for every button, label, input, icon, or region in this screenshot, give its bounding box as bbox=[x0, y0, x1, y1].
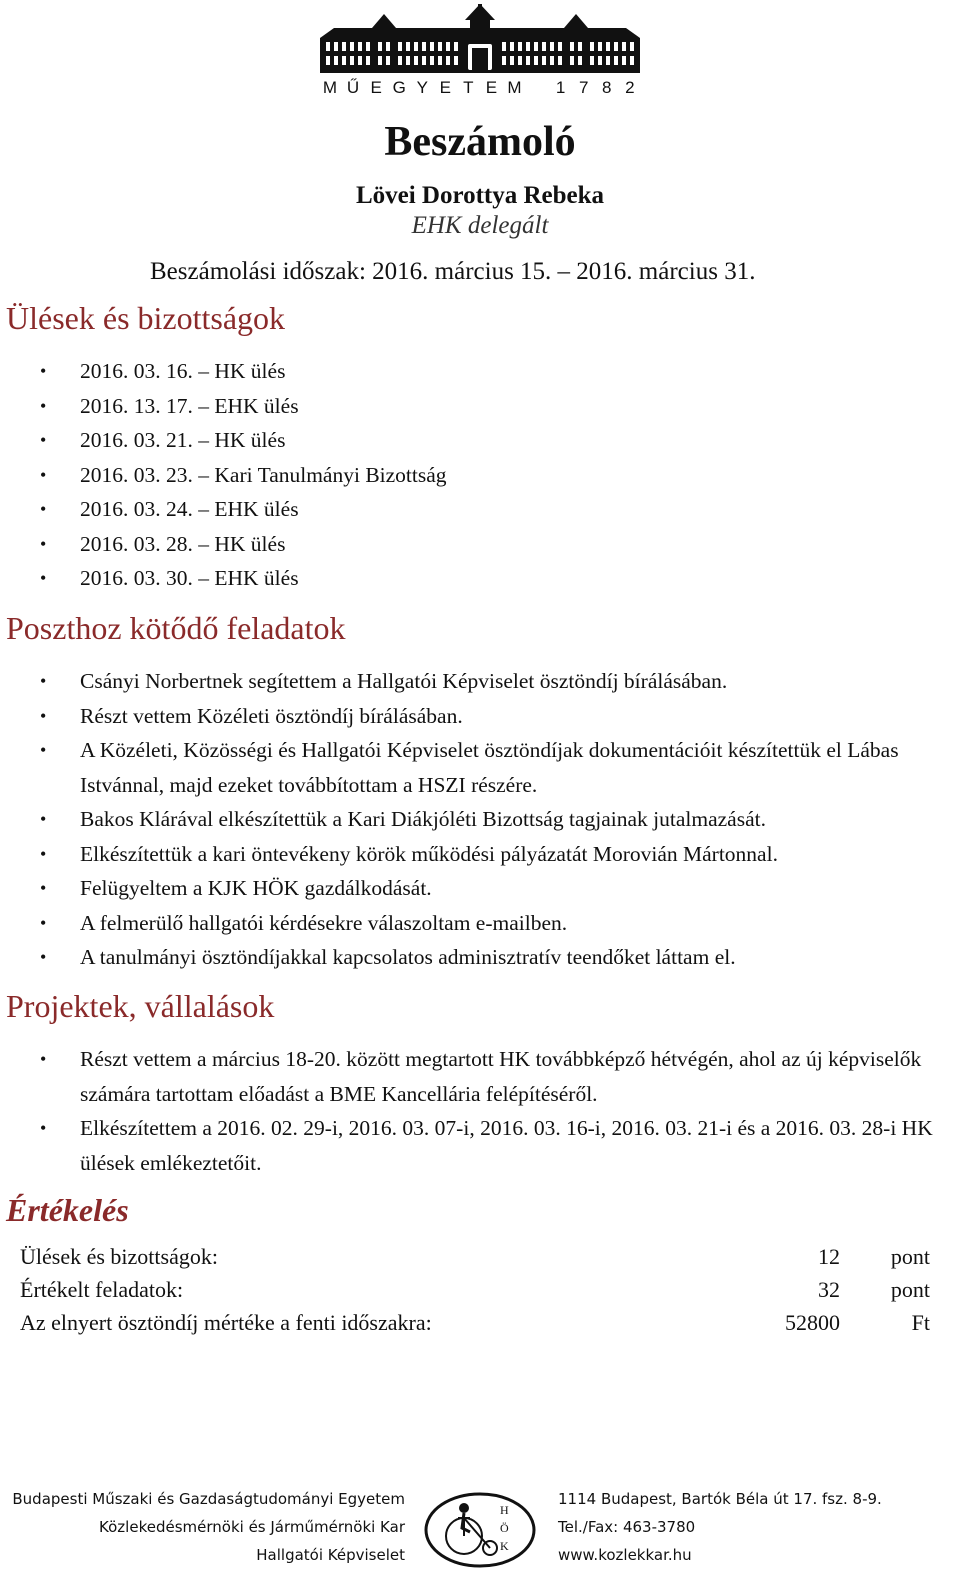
evaluation-label: Az elnyert ösztöndíj mértéke a fenti időszakra: bbox=[20, 1310, 432, 1335]
report-period: Beszámolási időszak: 2016. március 15. – 2016. március 31. bbox=[150, 258, 756, 285]
logo-letter: M bbox=[507, 78, 522, 97]
evaluation-label: Ülések és bizottságok: bbox=[20, 1244, 218, 1269]
logo-letter: M bbox=[322, 78, 338, 97]
tasks-list bbox=[40, 664, 950, 975]
list-item: • Elkészítettem a 2016. 02. 29-i, 2016. 03. 07-i, 2016. 03. 16-i, 2016. 03. 21-i és a 2016. 03. 28-i HK ülések emlékeztetőit. bbox=[40, 1111, 950, 1180]
logo-letter bbox=[528, 78, 548, 98]
logo-letter: 1 bbox=[555, 78, 566, 97]
university-building-icon bbox=[320, 4, 640, 76]
list-item: • Csányi Norbertnek segítettem a Hallgatói Képviselet ösztöndíj bírálásában. bbox=[40, 664, 950, 699]
document-title: Beszámoló bbox=[384, 119, 576, 165]
logo-letter: E bbox=[485, 78, 498, 97]
list-item: • Felügyeltem a KJK HÖK gazdálkodását. bbox=[40, 871, 950, 906]
evaluation-value: 12 bbox=[818, 1244, 840, 1269]
evaluation-label: Értékelt feladatok: bbox=[20, 1277, 184, 1302]
footer-organization: Hallgatói Képviselet bbox=[256, 1546, 405, 1564]
list-item: • 2016. 03. 16. – HK ülés bbox=[40, 354, 950, 389]
list-item: • 2016. 03. 23. – Kari Tanulmányi Bizottság bbox=[40, 458, 950, 493]
hok-letter: Ö bbox=[500, 1521, 509, 1535]
logo-wordmark bbox=[320, 78, 640, 98]
logo-letter: E bbox=[370, 78, 382, 97]
hok-logo bbox=[424, 1488, 536, 1576]
section-heading-projects: Projektek, vállalások bbox=[6, 988, 275, 1024]
footer-phone: Tel./Fax: 463-3780 bbox=[558, 1518, 696, 1536]
list-item: • 2016. 13. 17. – EHK ülés bbox=[40, 389, 950, 424]
muegyetem-logo bbox=[320, 4, 640, 98]
evaluation-value: 52800 bbox=[785, 1310, 840, 1335]
section-heading-evaluation: Értékelés bbox=[6, 1192, 129, 1228]
logo-letter: 7 bbox=[578, 78, 589, 97]
logo-letter: E bbox=[439, 78, 451, 97]
list-item: • 2016. 03. 24. – EHK ülés bbox=[40, 492, 950, 527]
logo-letter: Y bbox=[416, 78, 428, 97]
evaluation-row bbox=[20, 1244, 930, 1277]
hok-letter: K bbox=[500, 1539, 509, 1553]
bicycle-icon bbox=[424, 1488, 536, 1572]
list-item: • 2016. 03. 21. – HK ülés bbox=[40, 423, 950, 458]
list-item: • Részt vettem Közéleti ösztöndíj bírálásában. bbox=[40, 699, 950, 734]
list-item: • 2016. 03. 28. – HK ülés bbox=[40, 527, 950, 562]
logo-letter: 8 bbox=[602, 78, 612, 97]
list-item: • A Közéleti, Közösségi és Hallgatói Képviselet ösztöndíjak dokumentációit készítettük el Lábas Istvánnal, majd ezeket továbbítottam a HSZI részére. bbox=[40, 733, 950, 802]
logo-letter: Ű bbox=[346, 78, 360, 97]
footer-address: 1114 Budapest, Bartók Béla út 17. fsz. 8-9. bbox=[558, 1490, 882, 1508]
evaluation-value: 32 bbox=[818, 1277, 840, 1302]
hok-letter: H bbox=[500, 1503, 509, 1517]
list-item: • Részt vettem a március 18-20. között megtartott HK továbbképző hétvégén, ahol az új képviselők számára tartottam előadást a BME Kancellária felépítéséről. bbox=[40, 1042, 950, 1111]
list-item: • 2016. 03. 30. – EHK ülés bbox=[40, 561, 950, 596]
footer-website-link[interactable]: www.kozlekkar.hu bbox=[558, 1546, 692, 1564]
evaluation-unit: pont bbox=[890, 1277, 930, 1302]
footer-faculty: Közlekedésmérnöki és Járműmérnöki Kar bbox=[99, 1518, 405, 1536]
list-item: • A tanulmányi ösztöndíjakkal kapcsolatos adminisztratív teendőket láttam el. bbox=[40, 940, 950, 975]
author-role: EHK delegált bbox=[411, 212, 549, 239]
evaluation-unit: Ft bbox=[911, 1310, 930, 1335]
logo-letter: 2 bbox=[625, 78, 635, 97]
list-item: • Elkészítettük a kari öntevékeny körök működési pályázatát Morovián Mártonnal. bbox=[40, 837, 950, 872]
author-name: Lövei Dorottya Rebeka bbox=[355, 182, 605, 209]
list-item: • Bakos Klárával elkészítettük a Kari Diákjóléti Bizottság tagjainak jutalmazását. bbox=[40, 802, 950, 837]
section-heading-tasks: Poszthoz kötődő feladatok bbox=[6, 610, 346, 646]
logo-letter: T bbox=[463, 78, 474, 97]
evaluation-row bbox=[20, 1277, 930, 1310]
evaluation-row bbox=[20, 1310, 930, 1343]
section-heading-meetings: Ülések és bizottságok bbox=[6, 300, 286, 336]
projects-list bbox=[40, 1042, 950, 1180]
evaluation-table bbox=[20, 1244, 930, 1343]
page-footer bbox=[0, 1482, 960, 1592]
footer-university: Budapesti Műszaki és Gazdaságtudományi Egyetem bbox=[12, 1490, 405, 1508]
logo-letter: G bbox=[392, 78, 406, 97]
list-item: • A felmerülő hallgatói kérdésekre válaszoltam e-mailben. bbox=[40, 906, 950, 941]
evaluation-unit: pont bbox=[890, 1244, 930, 1269]
meetings-list bbox=[40, 354, 950, 596]
